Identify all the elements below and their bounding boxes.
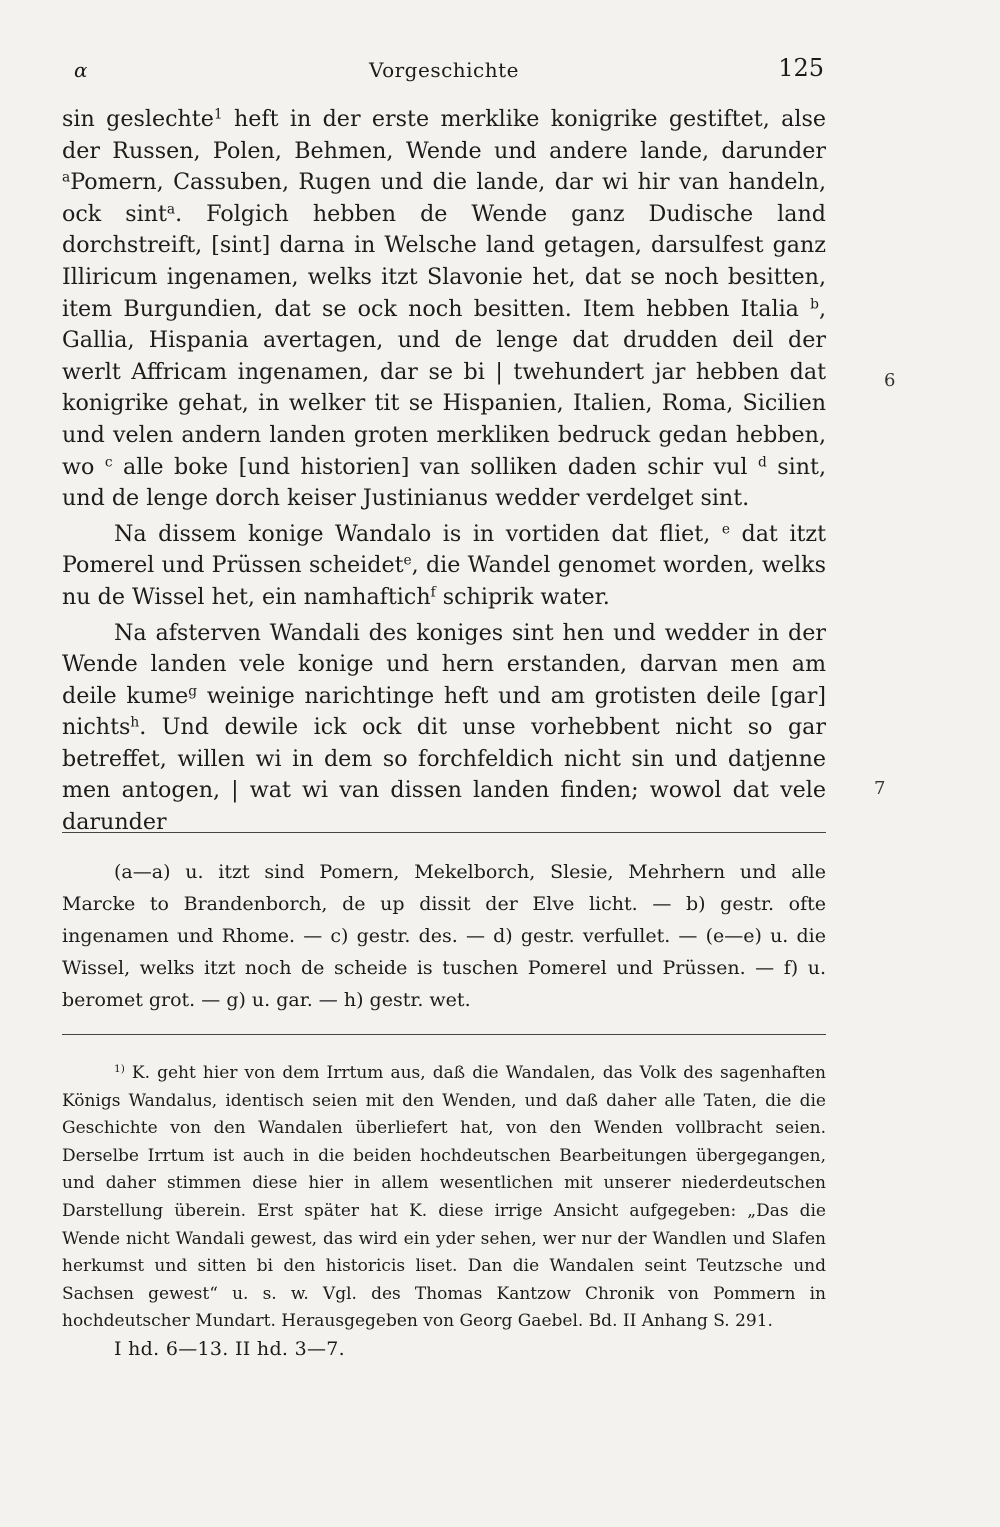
paragraph-2 — [62, 519, 826, 614]
apparatus-label: (a—a) — [114, 861, 171, 883]
apparatus-ref: e — [403, 552, 412, 569]
apparatus-label: d) — [493, 925, 513, 947]
apparatus-ref: a — [166, 201, 176, 218]
apparatus-ref: d — [757, 453, 767, 470]
apparatus-text: u. itzt sind Pomern, Mekelborch, Slesie, Mehrhern und alle Marcke to Brandenborch, de up dissit der Elve licht. — — [62, 861, 826, 915]
text-run: Na afsterven Wandali des koniges sint hen und wedder in der Wende landen vele konige und hern erstanden, darvan men am deile kume — [62, 619, 826, 709]
apparatus-text: u. gar. — — [245, 989, 344, 1011]
apparatus-label: h) — [343, 989, 364, 1011]
apparatus-text: gestr. des. — — [348, 925, 494, 947]
text-run: sint, und de lenge dorch keiser Justinianus wedder verdelget sint. — [62, 453, 826, 512]
apparatus-label: c) — [330, 925, 349, 947]
page — [62, 48, 896, 1488]
text-run: dat itzt Pomerel und Prüssen scheidet — [62, 520, 826, 579]
text-run: weinige narichtinge heft und am grotisten deile [gar] nichts — [62, 682, 826, 741]
apparatus-ref: a — [62, 169, 71, 186]
footnote — [62, 1060, 826, 1336]
text-run: alle boke [und historien] van solliken daden schir vul — [112, 453, 758, 480]
text-run: , Gallia, Hispania avertagen, und de lenge dat drudden deil der werlt Affricam ingenamen, dar se bi | twehundert jar hebben dat konigrike gehat, in welker tit se Hispanien, Italien, Roma, Sicilien und velen andern landen groten merkliken bedruck gedan hebben, wo — [62, 295, 826, 480]
page-number: 125 — [778, 54, 824, 82]
apparatus-label: (e—e) — [705, 925, 762, 947]
text-run: heft in der erste merklike konigrike gestiftet, alse der Russen, Polen, Behmen, Wende und andere lande, darunder — [62, 106, 826, 164]
divider-rule — [62, 1034, 826, 1035]
apparatus-text: u. beromet grot. — — [62, 957, 826, 1011]
apparatus-label: f) — [783, 957, 799, 979]
text-run: . Und dewile ick ock dit unse vorhebbent nicht so gar betreffet, willen wi in dem so forchfeldich nicht sin und datjenne men antogen, | wat wi van dissen landen finden; wowol dat vele darunder — [62, 714, 826, 836]
apparatus-ref: c — [104, 453, 113, 470]
text-run: sin geslechte — [62, 106, 214, 132]
apparatus-ref: f — [430, 584, 436, 601]
main-text — [62, 104, 826, 839]
footnote-ref: 1 — [213, 106, 223, 123]
running-title: Vorgeschichte — [368, 58, 520, 82]
text-run: schiprik water. — [435, 583, 610, 610]
apparatus-label: b) — [685, 893, 706, 915]
signature-mark: α — [74, 58, 88, 82]
margin-number: 7 — [874, 778, 886, 799]
apparatus-label: g) — [226, 989, 246, 1011]
apparatus-ref: h — [130, 714, 140, 731]
margin-number: 6 — [884, 370, 896, 391]
apparatus-text: u. die Wissel, welks itzt noch de scheide is tuschen Pomerel und Prüssen. — — [62, 925, 826, 979]
text-run: . Folgich hebben de Wende ganz Dudische land dorchstreift, [sint] darna in Welsche land getagen, darsulfest ganz Illiricum ingenamen, welks itzt Slavonie het, dat se noch besitten, item Burgundien, dat se ock noch besitten. Item hebben Italia — [62, 200, 826, 322]
apparatus-text: gestr. ofte ingenamen und Rhome. — — [62, 893, 827, 947]
footnote-text: K. geht hier von dem Irrtum aus, daß die Wandalen, das Volk des sagenhaften Königs Wandalus, identisch seien mit den Wenden, und daß daher alle Taten, die die Geschichte von den Wandalen überliefert hat, von den Wenden vollbracht seien. Derselbe Irrtum ist auch in die beiden hochdeutschen Bearbeitungen übergegangen, und daher stimmen diese hier in allem wesentlichen mit unserer niederdeutschen Darstellung überein. Erst später hat K. diese irrige Ansicht aufgegeben: „Das die Wende nicht Wandali gewest, das wird ein yder sehen, wer nur der Wandlen und Slafen herkumst und sitten bi den historicis liset. Dan die Wandalen seint Teutzsche und Sachsen gewest“ u. s. w. Vgl. des Thomas Kantzow Chronik von Pommern in hochdeutscher Mundart. Herausgegeben von Georg Gaebel. Bd. II Anhang S. 291. — [62, 1063, 826, 1332]
footnote-marker: 1) — [114, 1063, 125, 1076]
divider-rule — [62, 832, 826, 833]
text-run: Na dissem konige Wandalo is in vortiden dat fliet, — [114, 520, 722, 547]
apparatus-text: gestr. wet. — [363, 989, 471, 1011]
running-header — [62, 54, 826, 88]
apparatus-ref: b — [810, 296, 819, 312]
critical-apparatus — [62, 856, 826, 1016]
paragraph-3 — [62, 618, 826, 839]
manuscript-sigla: I hd. 6—13. II hd. 3—7. — [114, 1338, 346, 1360]
apparatus-ref: g — [188, 683, 198, 700]
apparatus-text: gestr. verfullet. — — [512, 925, 706, 947]
apparatus-ref: e — [721, 521, 730, 538]
text-run: Pomern, Cassuben, Rugen und die lande, dar wi hir van handeln, ock sint — [62, 169, 826, 227]
text-run: , die Wandel genomet worden, welks nu de Wissel het, ein namhaftich — [62, 552, 826, 610]
paragraph-1 — [62, 104, 826, 515]
